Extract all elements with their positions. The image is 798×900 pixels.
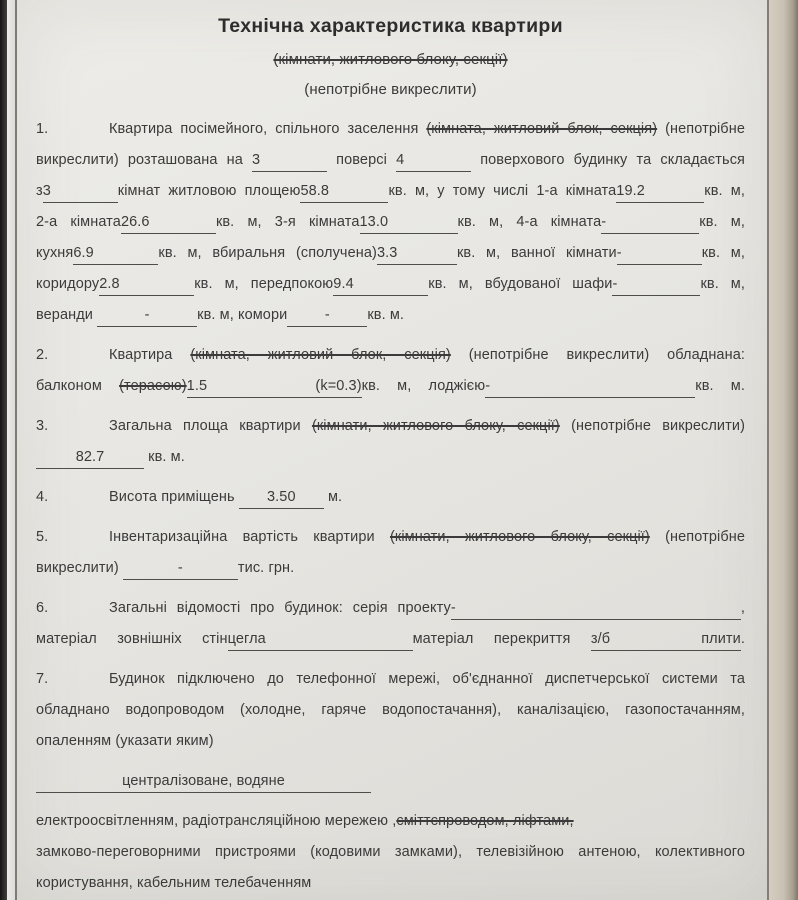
blank-value: 6.9 xyxy=(73,245,94,261)
form-line xyxy=(36,766,745,797)
blank-field xyxy=(451,601,741,620)
struck-subtitle-text: (кімнати, житлового блоку, секції) xyxy=(273,51,508,68)
item-number: 1. xyxy=(36,121,49,137)
blank-field xyxy=(73,246,158,265)
text-segment: поверсі xyxy=(327,152,397,168)
form-line xyxy=(36,442,745,473)
text-segment: кв. м. xyxy=(367,307,405,323)
form-line xyxy=(36,371,745,402)
text-segment: Висота приміщень xyxy=(109,489,239,505)
text-segment: (непотрібне викреслити) обладнана: xyxy=(450,347,745,363)
text-segment: . xyxy=(740,631,745,647)
blank-field xyxy=(591,632,741,651)
blank-value: 3 xyxy=(42,183,51,199)
text-segment: (непотрібне xyxy=(649,529,746,545)
text-segment: кв. м, вбудованої шафи xyxy=(428,276,613,292)
text-segment: Інвентаризаційна вартість квартири xyxy=(109,529,390,545)
blank-value: - xyxy=(144,307,150,323)
form-paragraph xyxy=(36,664,745,757)
text-segment: кв. м. xyxy=(144,449,185,465)
form-line xyxy=(36,145,745,176)
blank-value: цегла xyxy=(227,631,266,647)
blank-value: 13.0 xyxy=(359,214,389,230)
text-segment: з xyxy=(36,183,43,199)
blank-field xyxy=(333,277,428,296)
text-segment: Будинок підключено до телефонної мережі, об'єднанної диспетчерської системи та xyxy=(109,671,745,687)
blank-value: - xyxy=(177,560,183,576)
form-paragraph xyxy=(36,522,745,584)
form-line xyxy=(36,806,745,837)
blank-value: 26.6 xyxy=(120,214,150,230)
blank-value: 4 xyxy=(396,152,405,168)
text-segment: (непотрібне викреслити) xyxy=(559,418,745,434)
blank-value: централізоване, водяне xyxy=(122,773,285,789)
text-segment: кв. м, комори xyxy=(197,307,288,323)
text-segment: коридору xyxy=(36,276,100,292)
blank-field xyxy=(360,215,458,234)
blank-field xyxy=(377,246,457,265)
blank-field xyxy=(616,184,704,203)
text-segment: кв. м, xyxy=(699,214,745,230)
blank-value: 9.4 xyxy=(333,276,354,292)
text-segment: кв. м, у тому числі 1-а кімната xyxy=(388,183,617,199)
text-segment: кв. м, вбиральня (сполучена) xyxy=(158,245,377,261)
struck-text: (терасою) xyxy=(119,378,187,394)
blank-value: 1.5 (k=0.3) xyxy=(186,378,362,394)
blank-field xyxy=(252,153,327,172)
blank-field xyxy=(300,184,388,203)
text-segment: Квартира xyxy=(109,347,191,363)
blank-value: - xyxy=(450,600,456,616)
blank-value: 82.7 xyxy=(75,449,105,465)
text-segment: викреслити) розташована на xyxy=(36,152,253,168)
blank-field xyxy=(287,308,367,327)
form-body xyxy=(36,114,745,899)
form-line xyxy=(36,176,745,207)
text-segment: кімнат житловою площею xyxy=(117,183,301,199)
form-line xyxy=(36,837,745,868)
form-paragraph xyxy=(36,806,745,899)
form-line xyxy=(36,411,745,442)
blank-value: - xyxy=(601,214,607,230)
text-segment: кв. м, передпокою xyxy=(194,276,334,292)
text-segment: кв. м, лоджією xyxy=(361,378,486,394)
form-line xyxy=(36,726,745,757)
item-number: 4. xyxy=(36,489,49,505)
text-segment: кухня xyxy=(36,245,74,261)
text-segment: , xyxy=(740,600,745,616)
form-paragraph xyxy=(36,593,745,655)
text-segment: веранди xyxy=(36,307,98,323)
blank-field xyxy=(239,490,324,509)
photo-left-edge xyxy=(0,0,7,900)
text-segment: кв. м. xyxy=(695,378,745,394)
text-segment: балконом xyxy=(36,378,120,394)
text-segment: кв. м, ванної кімнати xyxy=(456,245,617,261)
text-segment: кв. м, 4-а кімната xyxy=(457,214,602,230)
form-line xyxy=(36,593,745,624)
blank-value: 58.8 xyxy=(300,183,330,199)
item-number: 6. xyxy=(36,600,49,616)
text-segment: 2-а кімната xyxy=(36,214,121,230)
blank-value: 3 xyxy=(252,152,261,168)
blank-field xyxy=(121,215,216,234)
form-paragraph xyxy=(36,340,745,402)
blank-value: - xyxy=(612,276,618,292)
blank-value: - xyxy=(324,307,330,323)
blank-value: - xyxy=(616,245,622,261)
blank-field xyxy=(43,184,118,203)
blank-value: - xyxy=(485,378,491,394)
item-number: 2. xyxy=(36,347,49,363)
blank-field xyxy=(99,277,194,296)
form-content xyxy=(17,0,767,900)
form-line xyxy=(36,269,745,300)
form-paragraph xyxy=(36,766,745,797)
item-number: 7. xyxy=(36,671,49,687)
item-number: 5. xyxy=(36,529,49,545)
form-line xyxy=(36,207,745,238)
struck-text: (кімната, житловий блок, секція) xyxy=(190,347,451,363)
page-right-margin xyxy=(769,0,798,900)
blank-value: 2.8 xyxy=(99,276,120,292)
form-line xyxy=(36,114,745,145)
blank-field xyxy=(612,277,700,296)
blank-field xyxy=(123,561,238,580)
page-left-gutter xyxy=(7,0,15,900)
blank-field xyxy=(36,450,144,469)
text-segment: матеріал зовнішніх стін xyxy=(36,631,228,647)
text-segment: кв. м, xyxy=(701,245,746,261)
text-segment: викреслити) xyxy=(36,560,123,576)
text-segment: замково-переговорними пристроями (кодовими замками), телевізійною антеною, колективного xyxy=(36,844,745,860)
form-line xyxy=(36,340,745,371)
text-segment: поверхового будинку та складається xyxy=(471,152,746,168)
struck-text: (кімнати, житлового блоку, секції) xyxy=(311,418,560,434)
blank-field xyxy=(485,379,695,398)
form-line xyxy=(36,868,745,899)
text-segment: тис. грн. xyxy=(237,560,295,576)
blank-field xyxy=(601,215,699,234)
text-segment: Загальна площа квартири xyxy=(109,418,312,434)
text-segment: Квартира посімейного, спільного заселення xyxy=(109,121,427,137)
blank-value: 19.2 xyxy=(616,183,645,199)
document-subtitle-struck-line xyxy=(36,45,745,75)
blank-field xyxy=(97,308,197,327)
text-segment: (непотрібне xyxy=(657,121,745,137)
text-segment: користування, кабельним телебаченням xyxy=(36,875,312,891)
form-line xyxy=(36,624,745,655)
text-segment: кв. м, 3-я кімната xyxy=(215,214,360,230)
text-segment: Загальні відомості про будинок: серія проекту xyxy=(109,600,451,616)
text-segment: м. xyxy=(323,489,343,505)
text-segment: матеріал перекриття xyxy=(412,631,591,647)
form-paragraph xyxy=(36,114,745,331)
struck-text: (кімнати, житлового блоку, секції) xyxy=(389,529,650,545)
blank-field xyxy=(617,246,702,265)
form-line xyxy=(36,522,745,553)
form-line xyxy=(36,238,745,269)
struck-text: (кімната, житловий блок, секція) xyxy=(426,121,658,137)
document-subtitle-note: (непотрібне викреслити) xyxy=(304,81,477,98)
form-paragraph xyxy=(36,482,745,513)
struck-text: сміттєпроводом, ліфтами, xyxy=(396,813,574,829)
blank-value: з/б плити xyxy=(590,631,741,647)
form-line xyxy=(36,695,745,726)
text-segment: кв. м, xyxy=(700,276,745,292)
text-segment: опаленням (указати яким) xyxy=(36,733,214,749)
form-paragraph xyxy=(36,411,745,473)
item-number: 3. xyxy=(36,418,49,434)
form-line xyxy=(36,482,745,513)
text-segment: обладнано водопроводом (холодне, гаряче водопостачання), каналізацією, газопостачанням, xyxy=(36,702,745,718)
blank-field xyxy=(396,153,471,172)
text-segment: кв. м, xyxy=(704,183,745,199)
form-line xyxy=(36,664,745,695)
form-line xyxy=(36,300,745,331)
text-segment: електроосвітленням, радіотрансляційною мережею , xyxy=(36,813,397,829)
document-title: Технічна характеристика квартири xyxy=(218,15,563,37)
blank-value: 3.50 xyxy=(267,489,296,505)
blank-field xyxy=(228,632,413,651)
blank-field xyxy=(36,774,371,793)
blank-field xyxy=(187,379,362,398)
blank-value: 3.3 xyxy=(376,245,398,261)
form-line xyxy=(36,553,745,584)
